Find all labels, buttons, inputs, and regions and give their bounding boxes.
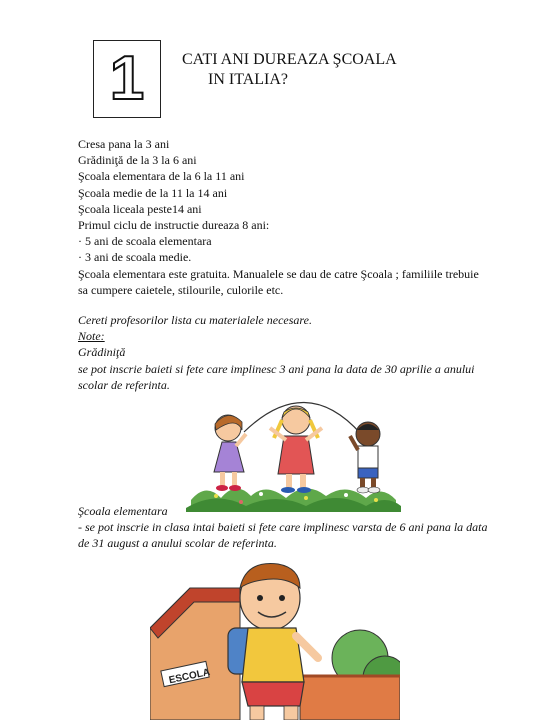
elementary-heading: Şcoala elementara <box>78 504 168 518</box>
line-scoala-liceala: Şcoala liceala peste14 ani <box>78 201 202 216</box>
line-scoala-medie: Şcoala medie de la 11 la 14 ani <box>78 185 228 200</box>
ask-teachers-line: Cereti profesorilor lista cu materialele necesare. <box>78 313 312 328</box>
note-label: Note: <box>78 329 105 344</box>
chapter-number: 1 <box>109 44 145 113</box>
line-cresa: Cresa pana la 3 ani <box>78 137 170 151</box>
chapter-number-badge <box>93 40 161 118</box>
kindergarten-heading: Grădiniţă <box>78 345 126 360</box>
bushes <box>300 630 400 720</box>
school-building <box>150 588 240 720</box>
boy-going-to-school-illustration <box>150 558 400 720</box>
title-line-2: IN ITALIA? <box>208 71 289 88</box>
bullet-medie: · 3 ani de scoala medie. <box>78 250 192 265</box>
school-duration-text <box>78 136 488 393</box>
line-gradinita: Grădiniţă de la 3 la 6 ani <box>78 153 197 168</box>
girl-left <box>214 415 246 491</box>
boy-right <box>350 422 380 493</box>
kindergarten-text: se pot inscrie baieti si fete care implinesc 3 ani pana la data de 30 aprilie a anului scolar de referinta. <box>78 361 475 392</box>
free-school-paragraph: Şcoala elementara este gratuita. Manualele se dau de catre Şcoala ; familiile trebuie sa cumpere caietele, stilourile, culorile etc. <box>78 266 479 297</box>
children-jump-rope-illustration <box>186 390 401 512</box>
title-line-1: CATI ANI DUREAZA ŞCOALA <box>182 51 397 68</box>
bullet-elementara: · 5 ani de scoala elementara <box>78 234 212 249</box>
line-primul-ciclu: Primul ciclu de instructie dureaza 8 ani: <box>78 218 270 233</box>
girl-middle <box>270 406 322 493</box>
line-scoala-elementara: Şcoala elementara de la 6 la 11 ani <box>78 169 245 184</box>
school-sign-text: ESCOLA <box>167 666 212 687</box>
elementary-school-section <box>78 503 488 552</box>
page-title <box>182 50 397 90</box>
elementary-text: - se pot inscrie in clasa intai baieti si fete care implinesc varsta de 6 ani pana la data de 31 august a anului scolar de referinta. <box>78 520 488 551</box>
